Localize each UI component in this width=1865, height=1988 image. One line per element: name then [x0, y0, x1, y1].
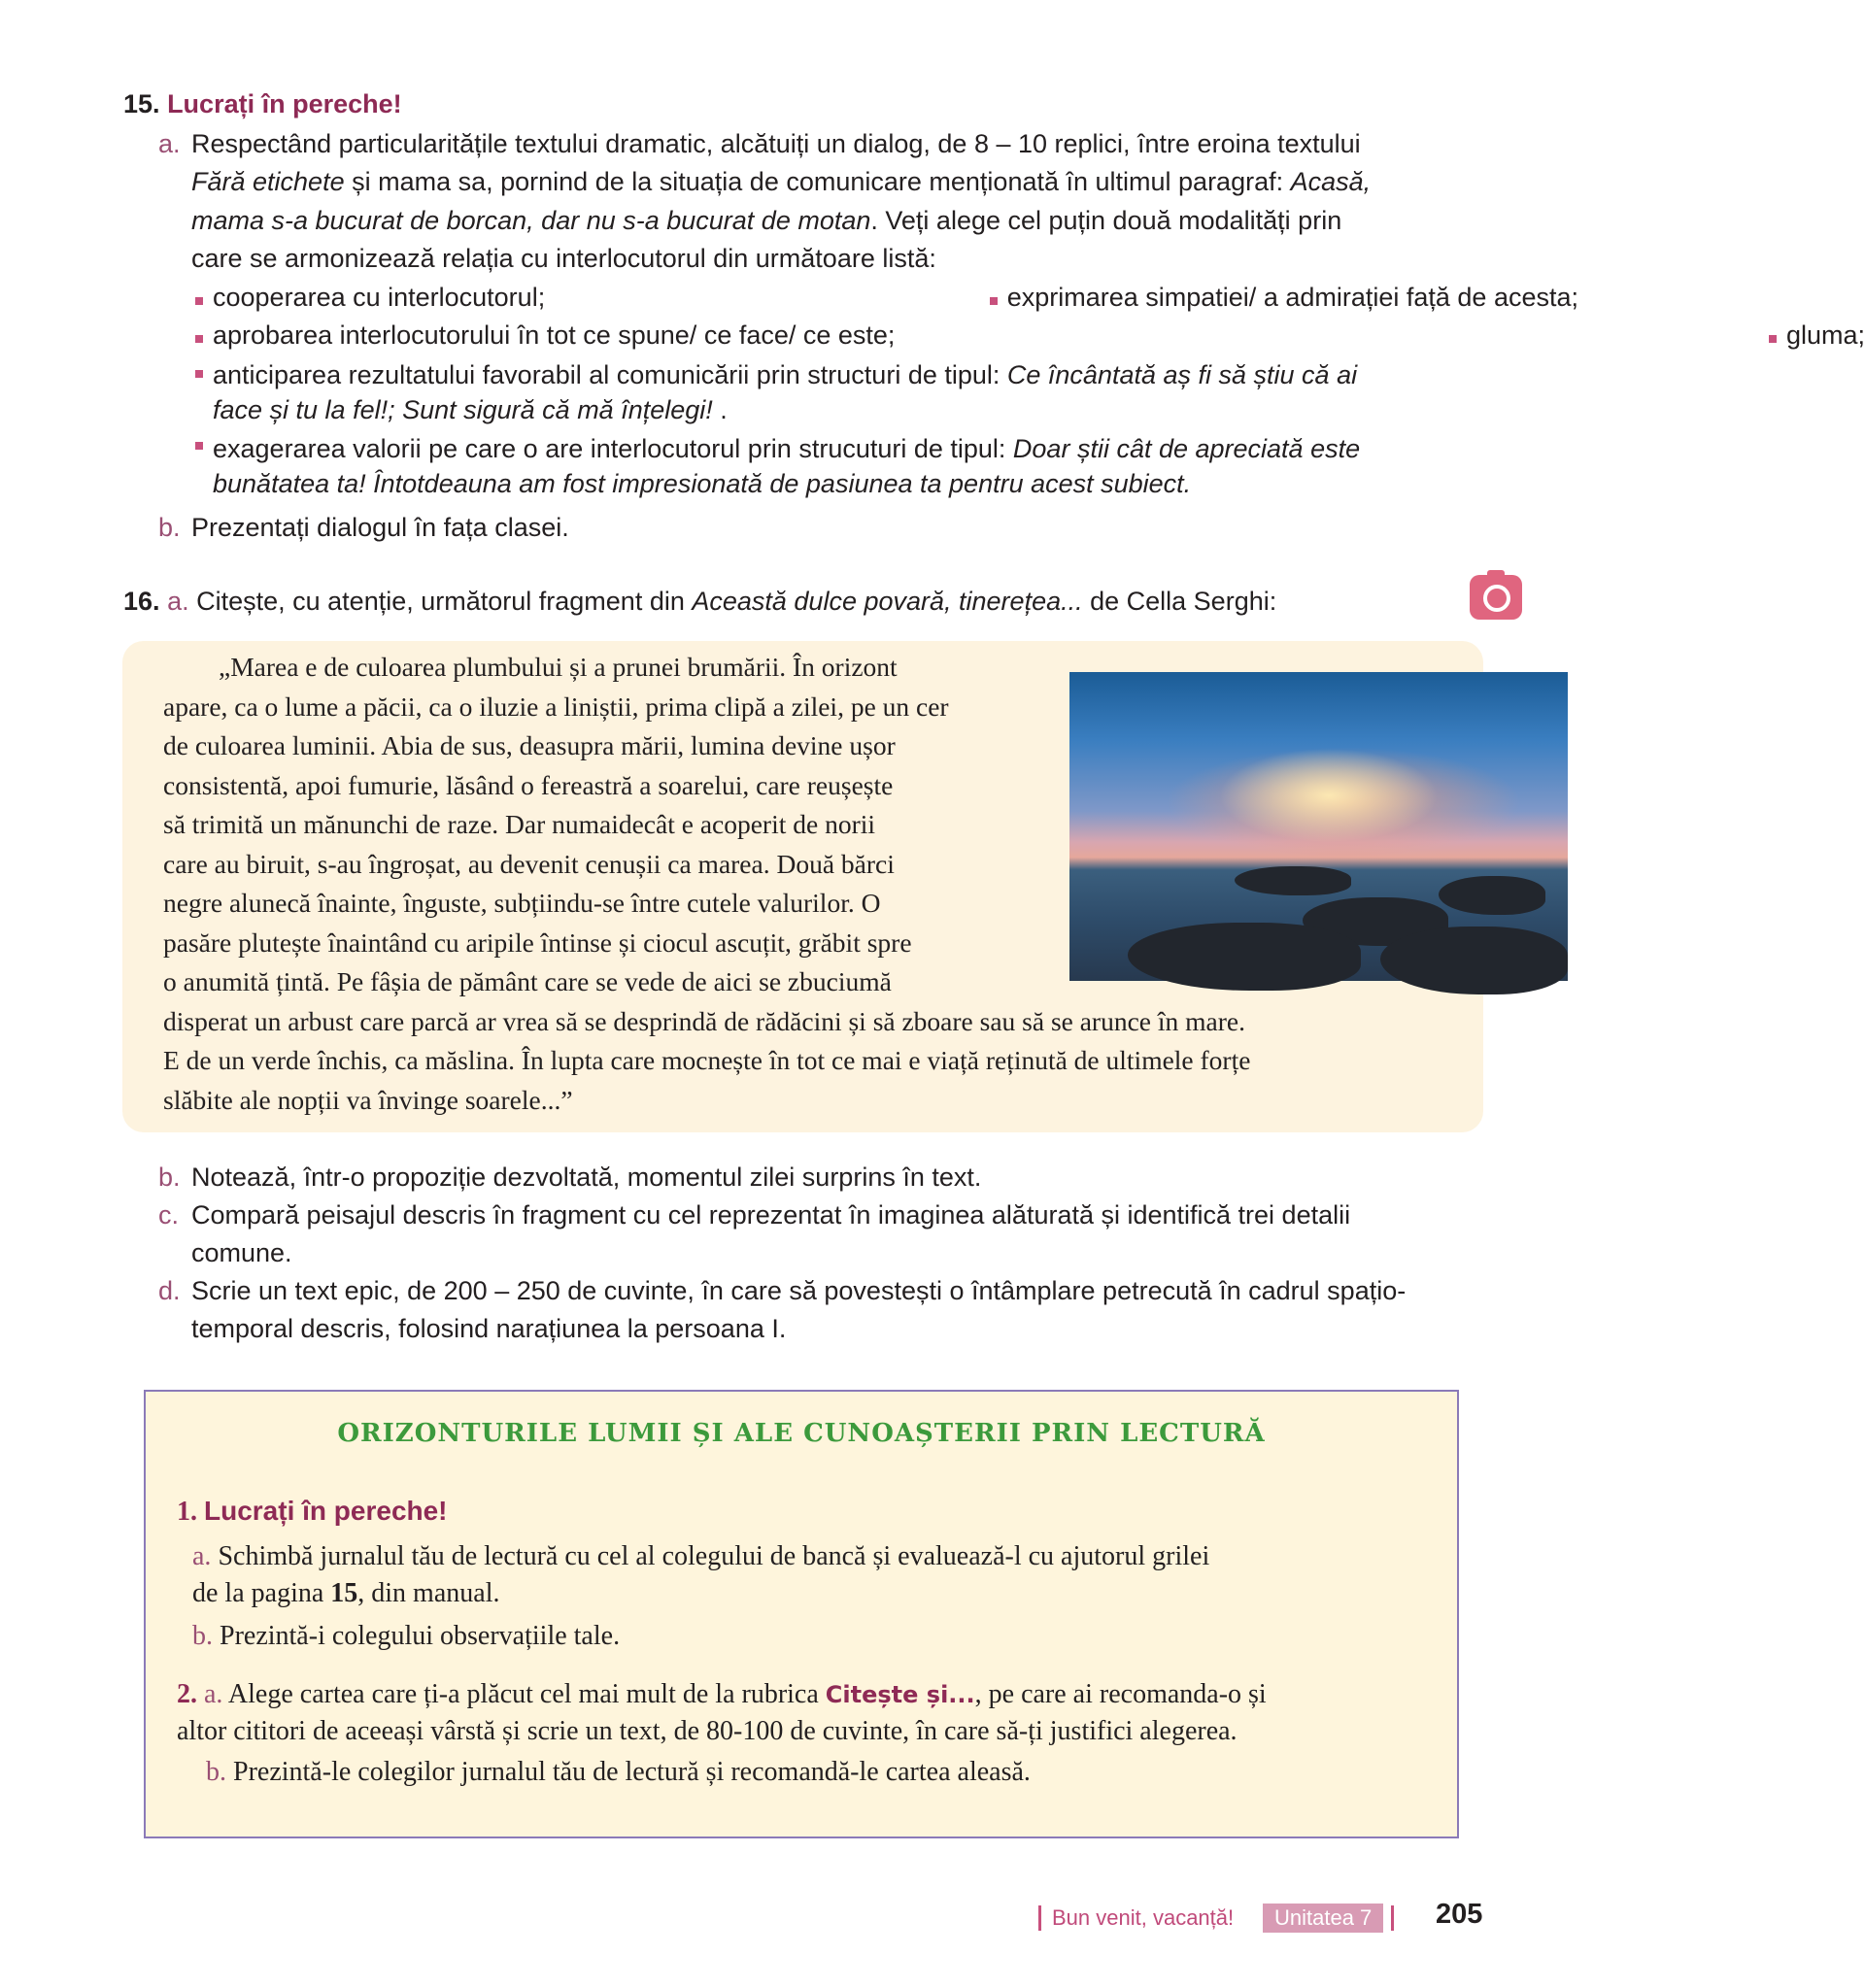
item-text-line: Compară peisajul descris în fragment cu cel reprezentat în imaginea alăturată și identifică trei detalii — [191, 1200, 1351, 1230]
quote-span: Ce încântată aș fi să știu că ai — [1006, 359, 1358, 389]
quote-line: o anumită țintă. Pe fâșia de pământ care se vede de aici se zbuciumă — [163, 966, 892, 996]
item-letter: a. — [158, 128, 181, 158]
text-span: de Cella Serghi: — [1082, 587, 1277, 616]
footer-chapter: Bun venit, vacanță! — [1052, 1905, 1235, 1930]
quote-line: slăbite ale nopții va învinge soarele...” — [163, 1084, 573, 1115]
item-15b — [123, 509, 1469, 548]
quote-line: consistentă, apoi fumurie, lăsând o fereastră a soarelui, care reușește — [163, 769, 894, 800]
bullet-row — [191, 317, 1865, 355]
quote-line: de culoarea luminii. Abia de sus, deasupra mării, lumina devine ușor — [163, 730, 896, 760]
quote-text — [163, 648, 1445, 1120]
footer-unit: Unitatea 7 — [1263, 1904, 1383, 1933]
text-span: de la pagina — [192, 1578, 331, 1608]
text-span: Prezintă-i colegului observațiile tale. — [220, 1621, 621, 1651]
quote-line: disperat un arbust care parcă ar vrea să se desprindă de rădăcini și să zboare sau să se arunce în mare. — [163, 1005, 1245, 1036]
camera-icon — [1470, 575, 1522, 620]
text-span: altor cititori de aceeași vârstă și scrie un text, de 80-100 de cuvinte, în care să-ți justifici alegerea. — [177, 1716, 1238, 1746]
quote-line: să trimită un mănunchi de raze. Dar numaidecât e acoperit de norii — [163, 809, 876, 839]
work-title: Fără etichete — [191, 167, 345, 196]
item-text-line: comune. — [191, 1238, 292, 1267]
item-text-line: Scrie un text epic, de 200 – 250 de cuvinte, în care să povestești o întâmplare petrecută în cadrul spațio- — [191, 1276, 1407, 1305]
item-letter: d. — [158, 1276, 181, 1305]
item-text-line: temporal descris, folosind narațiunea la persoana I. — [191, 1314, 787, 1343]
reading-box-content — [177, 1493, 1440, 1791]
bullet-item — [191, 355, 1469, 427]
quote-span: bunătatea ta! Întotdeauna am fost impresionată de pasiunea ta pentru acest subiect. — [213, 468, 1192, 498]
item-text-line — [191, 163, 1469, 202]
item-16c — [123, 1196, 1469, 1272]
item-letter: a. — [167, 587, 189, 616]
page-number: 205 — [1436, 1899, 1483, 1930]
footer-separator — [1391, 1905, 1394, 1931]
text-span: , pe care ai recomanda-o și — [974, 1679, 1267, 1709]
exercise-number: 16. — [123, 587, 160, 616]
exercise-heading: Lucrați în pereche! — [167, 89, 402, 118]
quote-line: E de un verde închis, ca măslina. În lupta care mocnește în tot ce mai e viață reținută de ultimele forțe — [163, 1045, 1251, 1075]
quote-span: face și tu la fel!; Sunt sigură că mă înțelegi! — [213, 394, 713, 424]
footer-separator — [1038, 1905, 1041, 1931]
item-text-line — [191, 202, 1469, 241]
item-text-line: Notează, într-o propoziție dezvoltată, momentul zilei surprins în text. — [191, 1162, 982, 1192]
item-15a — [123, 125, 1865, 501]
bullet-item: exprimarea simpatiei/ a admirației față de acesta; — [986, 283, 1578, 312]
text-span: Alege cartea care ți-a plăcut cel mai mult de la rubrica — [227, 1679, 826, 1709]
text-span: , din manual. — [357, 1578, 500, 1608]
bullet-row — [191, 279, 1578, 318]
item-text-line — [191, 125, 1469, 164]
item-letter: b. — [192, 1621, 213, 1651]
reading-box-title: ORIZONTURILE LUMII ȘI ALE CUNOAȘTERII PRIN LECTURĂ — [337, 1419, 1266, 1448]
exercise-15-heading — [123, 85, 1469, 124]
item-letter: b. — [206, 1757, 226, 1787]
bullet-item: gluma; — [1765, 320, 1865, 350]
question-1a — [177, 1538, 1440, 1612]
question-heading: Lucrați în pereche! — [204, 1496, 448, 1526]
question-1b — [177, 1618, 1440, 1655]
bullet-item: cooperarea cu interlocutorul; — [191, 283, 545, 312]
text-span: care se armonizează relația cu interlocutorul din următoare listă: — [191, 244, 936, 273]
item-16d — [123, 1272, 1469, 1348]
text-span: Respectând particularitățile textului dramatic, alcătuiți un dialog, de 8 – 10 replici, între eroina textului — [191, 128, 1361, 158]
quote-line: negre alunecă înainte, înguste, subțiindu-se între cutele valurilor. O — [163, 888, 881, 918]
bullet-item — [191, 427, 1469, 501]
text-span: și mama sa, pornind de la situația de comunicare menționată în ultimul paragraf: — [344, 167, 1291, 196]
text-span: . Veți alege cel puțin două modalități prin — [870, 205, 1342, 235]
text-span: Schimbă jurnalul tău de lectură cu cel al colegului de bancă și evaluează-l cu ajutorul grilei — [218, 1541, 1210, 1571]
quote-line: „Marea e de culoarea plumbului și a prunei brumării. În orizont — [219, 652, 898, 682]
question-number: 1. — [177, 1497, 197, 1527]
quote-span: Doar știi cât de apreciată este — [1012, 433, 1361, 463]
page-reference: 15 — [330, 1578, 358, 1608]
item-letter: b. — [158, 1162, 181, 1192]
rubric-name: Citește și... — [825, 1681, 975, 1708]
item-letter: b. — [158, 512, 181, 542]
quote-span: Acasă, — [1290, 167, 1372, 196]
quote-line: pasăre plutește înaintând cu aripile întinse și ciocul ascuțit, grăbit spre — [163, 927, 912, 958]
reading-box — [144, 1390, 1459, 1838]
item-letter: a. — [192, 1541, 212, 1571]
quote-line: care au biruit, s-au îngroșat, au devenit cenușii ca marea. Două bărci — [163, 848, 895, 879]
item-text-line — [191, 240, 1469, 279]
text-span: anticiparea rezultatului favorabil al comunicării prin structuri de tipul: — [213, 359, 1007, 389]
question-number: 2. — [177, 1679, 197, 1709]
photo-rock — [1439, 876, 1545, 915]
text-span: exagerarea valorii pe care o are interlocutorul prin strucuturi de tipul: — [213, 433, 1013, 463]
item-text-line: Prezentați dialogul în fața clasei. — [191, 512, 569, 542]
text-span: . — [712, 394, 728, 424]
exercise-16-items — [123, 1159, 1469, 1348]
work-title: Această dulce povară, tinerețea... — [692, 587, 1083, 616]
question-1-heading — [177, 1493, 1440, 1531]
text-span: Prezintă-le colegilor jurnalul tău de lectură și recomandă-le cartea aleasă. — [233, 1757, 1031, 1787]
quote-line: apare, ca o lume a păcii, ca o iluzie a liniștii, prima clipă a zilei, pe un cer — [163, 691, 949, 722]
exercise-16-heading — [123, 583, 1386, 622]
exercise-number: 15. — [123, 89, 160, 118]
bullet-item: aprobarea interlocutorului în tot ce spune/ ce face/ ce este; — [191, 320, 895, 350]
item-letter: c. — [158, 1200, 180, 1230]
question-2b — [177, 1754, 1440, 1791]
item-letter: a. — [204, 1679, 223, 1709]
question-2a — [177, 1676, 1440, 1750]
text-span: Citește, cu atenție, următorul fragment din — [196, 587, 693, 616]
item-16b — [123, 1159, 1469, 1196]
quote-span: mama s-a bucurat de borcan, dar nu s-a bucurat de motan — [191, 205, 871, 235]
exercise-15 — [123, 85, 1865, 547]
